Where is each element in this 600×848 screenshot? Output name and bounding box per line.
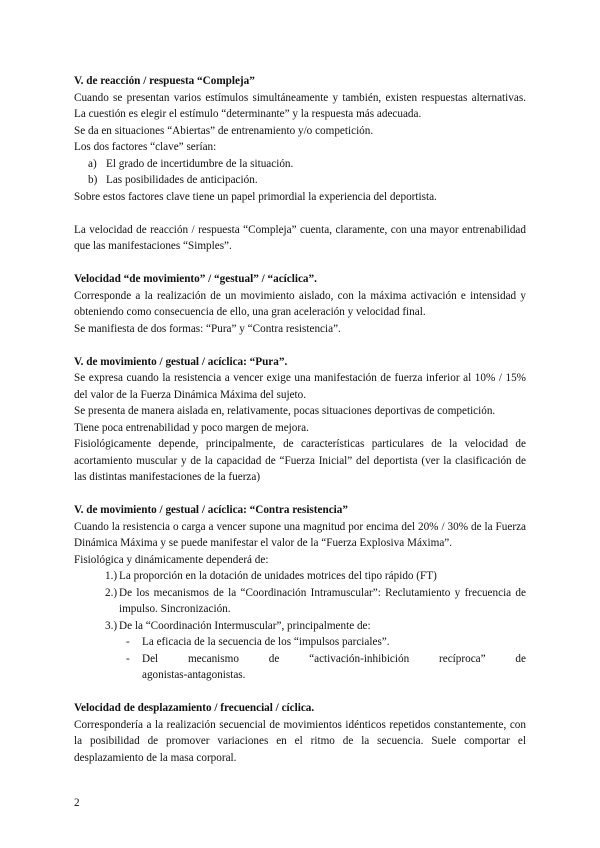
dash-line: Del mecanismo de “activación-inhibición recíproca” de xyxy=(142,652,526,665)
paragraph: Cuando se presentan varios estímulos simultáneamente y también, existen respuestas alternativas. La cuestión es elegir el estímulo “determinante” y la respuesta más adecuada. xyxy=(74,91,526,120)
list-item: b) Las posibilidades de anticipación. xyxy=(88,174,258,186)
paragraph: Correspondería a la realización secuencial de movimientos idénticos repetidos constantemente, con la posibilidad de promover variaciones en el ritmo de la secuencia. Suele comportar el desplazamiento de la masa corporal. xyxy=(74,718,526,764)
section-title-velocidad-movimiento: Velocidad “de movimiento” / “gestual” / “acíclica”. xyxy=(74,273,317,285)
section-title-pura: V. de movimiento / gestual / acíclica: “Pura”. xyxy=(74,355,288,368)
section-title-contra-resistencia: V. de movimiento / gestual / acíclica: “Contra resistencia” xyxy=(74,504,348,516)
paragraph: Se expresa cuando la resistencia a vencer exige una manifestación de fuerza inferior al 10% / 15% del valor de la Fuerza Dinámica Máxima del sujeto. xyxy=(74,372,526,401)
paragraph: La velocidad de reacción / respuesta “Compleja” cuenta, claramente, con una mayor entrenabilidad que las manifestaciones “Simples”. xyxy=(74,223,526,252)
paragraph: Fisiológica y dinámicamente dependerá de: xyxy=(74,553,269,566)
section-title-desplazamiento: Velocidad de desplazamiento / frecuencial / cíclica. xyxy=(74,702,315,714)
dash-item: - Del mecanismo de “activación-inhibición recíproca” de agonistas-antagonistas. xyxy=(126,652,526,681)
list-item: a) El grado de incertidumbre de la situación. xyxy=(88,157,294,170)
paragraph: Se manifiesta de dos formas: “Pura” y “Contra resistencia”. xyxy=(74,322,341,335)
section-title-reaccion-compleja: V. de reacción / respuesta “Compleja” xyxy=(74,75,255,87)
list-item: 2.) De los mecanismos de la “Coordinación Intramuscular”: Reclutamiento y frecuencia de impulso. Sincronización. xyxy=(105,586,526,615)
paragraph: Corresponde a la realización de un movimiento aislado, con la máxima activación e intensidad y obteniendo como consecuencia de ello, una gran aceleración y velocidad final. xyxy=(74,289,526,318)
document-page xyxy=(74,73,526,766)
paragraph: Se presenta de manera aislada en, relativamente, pocas situaciones deportivas de competición. xyxy=(74,405,496,417)
paragraph: Cuando la resistencia o carga a vencer supone una magnitud por encima del 20% / 30% de la Fuerza Dinámica Máxima y se puede manifestar el valor de la “Fuerza Explosiva Máxima”. xyxy=(74,520,526,549)
list-item: 1.) La proporción en la dotación de unidades motrices del tipo rápido (FT) xyxy=(105,570,437,582)
paragraph: Tiene poca entrenabilidad y poco margen de mejora. xyxy=(74,421,309,434)
paragraph: Se da en situaciones “Abiertas” de entrenamiento y/o competición. xyxy=(74,124,374,137)
paragraph: Sobre estos factores clave tiene un papel primordial la experiencia del deportista. xyxy=(74,190,437,203)
list-item: 3.) De la “Coordinación Intermuscular”, principalmente de: xyxy=(105,619,371,632)
paragraph: Los dos factores “clave” serían: xyxy=(74,141,217,153)
page-number: 2 xyxy=(74,797,80,809)
paragraph: Fisiológicamente depende, principalmente, de características particulares de la velocidad de acortamiento muscular y de la capacidad de “Fuerza Inicial” del deportista (ver la clasificación de las distintas manifestaciones de la fuerza) xyxy=(74,438,526,483)
dash-item: - La eficacia de la secuencia de los “impulsos parciales”. xyxy=(126,636,390,648)
